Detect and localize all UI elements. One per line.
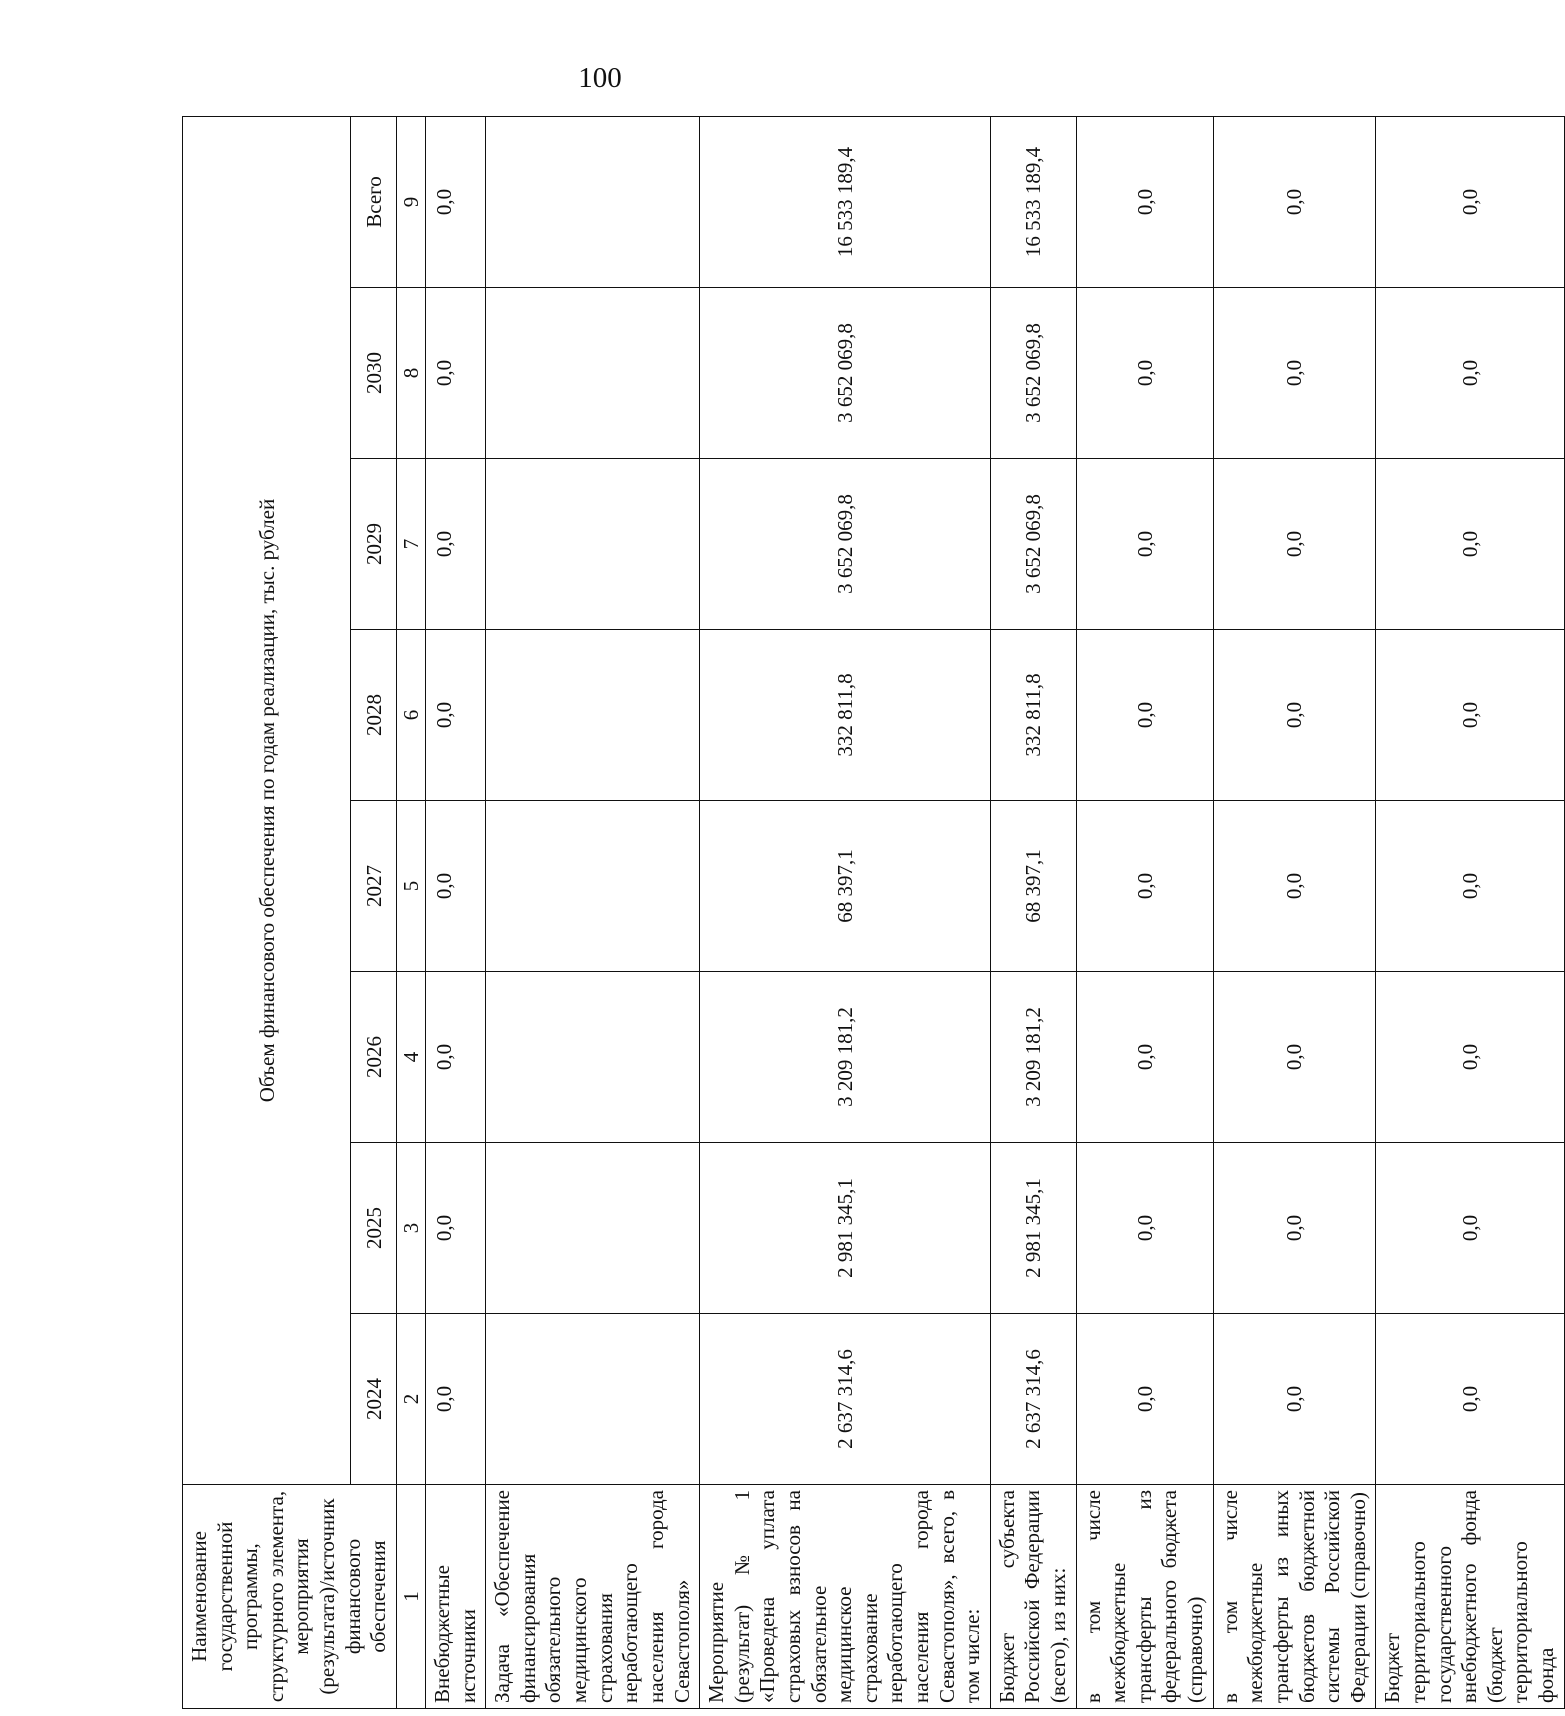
table-cell: 0,0 [1376, 288, 1564, 459]
row-name: Мероприятие (результат) № 1 «Проведена уплата страховых взносов на обязательное медицинское страхование неработающего населения города Севастополя», всего, в том числе: [700, 1485, 991, 1709]
column-number: 1 [396, 1485, 425, 1709]
table-row [1076, 116, 1213, 1708]
table-cell: 3 652 069,8 [700, 288, 991, 459]
column-number: 2 [396, 1314, 425, 1485]
table-cell: 3 209 181,2 [990, 972, 1076, 1143]
table-cell: 0,0 [1213, 116, 1376, 287]
table-cell: 0,0 [1213, 459, 1376, 630]
financing-table [182, 116, 1565, 1709]
table-cell: 0,0 [1076, 630, 1213, 801]
financing-table-frame [182, 117, 1558, 1709]
table-cell: 2 637 314,6 [990, 1314, 1076, 1485]
column-number: 4 [396, 972, 425, 1143]
table-cell: 0,0 [426, 630, 486, 801]
table-row [426, 116, 486, 1708]
table-cell [486, 801, 700, 972]
table-cell: 2 981 345,1 [700, 1143, 991, 1314]
row-name: Бюджет субъекта Российской Федерации (всего), из них: [990, 1485, 1076, 1709]
table-cell: 2 981 345,1 [990, 1143, 1076, 1314]
table-cell: 0,0 [426, 1143, 486, 1314]
table-cell: 0,0 [1076, 801, 1213, 972]
table-row [700, 116, 991, 1708]
column-header-group: Объем финансового обеспечения по годам реализации, тыс. рублей [183, 116, 351, 1484]
table-cell: 0,0 [1213, 801, 1376, 972]
table-cell: 0,0 [1376, 1314, 1564, 1485]
table-cell: 0,0 [426, 972, 486, 1143]
table-cell: 0,0 [1376, 972, 1564, 1143]
table-cell: 16 533 189,4 [990, 116, 1076, 287]
year-header: 2029 [351, 459, 396, 630]
table-cell [486, 288, 700, 459]
row-name: Внебюджетные источники [426, 1485, 486, 1709]
table-cell: 0,0 [1376, 116, 1564, 287]
row-name: в том числе межбюджетные трансферты из иных бюджетов бюджетной системы Российской Федерации (справочно) [1213, 1485, 1376, 1709]
table-cell: 0,0 [1376, 801, 1564, 972]
table-cell: 3 652 069,8 [990, 288, 1076, 459]
table-cell: 0,0 [426, 1314, 486, 1485]
column-number-row [396, 116, 425, 1708]
table-cell: 0,0 [1076, 972, 1213, 1143]
year-header: 2030 [351, 288, 396, 459]
row-name: в том числе межбюджетные трансферты из федерального бюджета (справочно) [1076, 1485, 1213, 1709]
table-cell: 0,0 [426, 801, 486, 972]
row-name: Бюджет территориального государственного внебюджетного фонда (бюджет территориального фонда [1376, 1485, 1564, 1709]
column-header-name: Наименование государственной программы, структурного элемента, мероприятия (результата)/источник финансового обеспечения [183, 1485, 397, 1709]
table-cell: 68 397,1 [990, 801, 1076, 972]
column-number: 6 [396, 630, 425, 801]
page-number: 100 [578, 62, 622, 94]
table-cell: 2 637 314,6 [700, 1314, 991, 1485]
column-number: 9 [396, 116, 425, 287]
table-cell: 0,0 [1076, 288, 1213, 459]
column-number: 8 [396, 288, 425, 459]
table-cell: 0,0 [1213, 972, 1376, 1143]
year-header: 2027 [351, 801, 396, 972]
table-cell: 0,0 [1213, 1314, 1376, 1485]
column-number: 5 [396, 801, 425, 972]
table-cell: 332 811,8 [700, 630, 991, 801]
table-cell: 3 652 069,8 [990, 459, 1076, 630]
table-cell [486, 116, 700, 287]
table-cell [486, 972, 700, 1143]
column-number: 3 [396, 1143, 425, 1314]
table-cell: 3 209 181,2 [700, 972, 991, 1143]
table-cell: 0,0 [1376, 1143, 1564, 1314]
year-header-total: Всего [351, 116, 396, 287]
column-number: 7 [396, 459, 425, 630]
header-row-group [183, 116, 351, 1708]
table-cell: 3 652 069,8 [700, 459, 991, 630]
table-cell: 0,0 [1076, 459, 1213, 630]
table-cell: 16 533 189,4 [700, 116, 991, 287]
year-header: 2028 [351, 630, 396, 801]
year-header: 2024 [351, 1314, 396, 1485]
table-cell: 0,0 [1076, 1143, 1213, 1314]
year-header: 2026 [351, 972, 396, 1143]
table-cell: 0,0 [1213, 288, 1376, 459]
table-cell [486, 1143, 700, 1314]
table-cell: 0,0 [426, 288, 486, 459]
table-cell [486, 459, 700, 630]
table-row [990, 116, 1076, 1708]
table-cell: 0,0 [426, 116, 486, 287]
row-name: Задача «Обеспечение финансирования обязательного медицинского страхования неработающего населения города Севастополя» [486, 1485, 700, 1709]
year-header: 2025 [351, 1143, 396, 1314]
table-cell: 0,0 [426, 459, 486, 630]
table-row [1376, 116, 1564, 1708]
table-cell: 68 397,1 [700, 801, 991, 972]
table-cell: 0,0 [1076, 1314, 1213, 1485]
table-cell: 0,0 [1213, 1143, 1376, 1314]
table-row [486, 116, 700, 1708]
table-cell: 332 811,8 [990, 630, 1076, 801]
table-cell [486, 1314, 700, 1485]
table-cell: 0,0 [1376, 459, 1564, 630]
table-cell: 0,0 [1376, 630, 1564, 801]
table-cell: 0,0 [1213, 630, 1376, 801]
table-cell: 0,0 [1076, 116, 1213, 287]
header-row-years [351, 116, 396, 1708]
table-row [1213, 116, 1376, 1708]
table-cell [486, 630, 700, 801]
